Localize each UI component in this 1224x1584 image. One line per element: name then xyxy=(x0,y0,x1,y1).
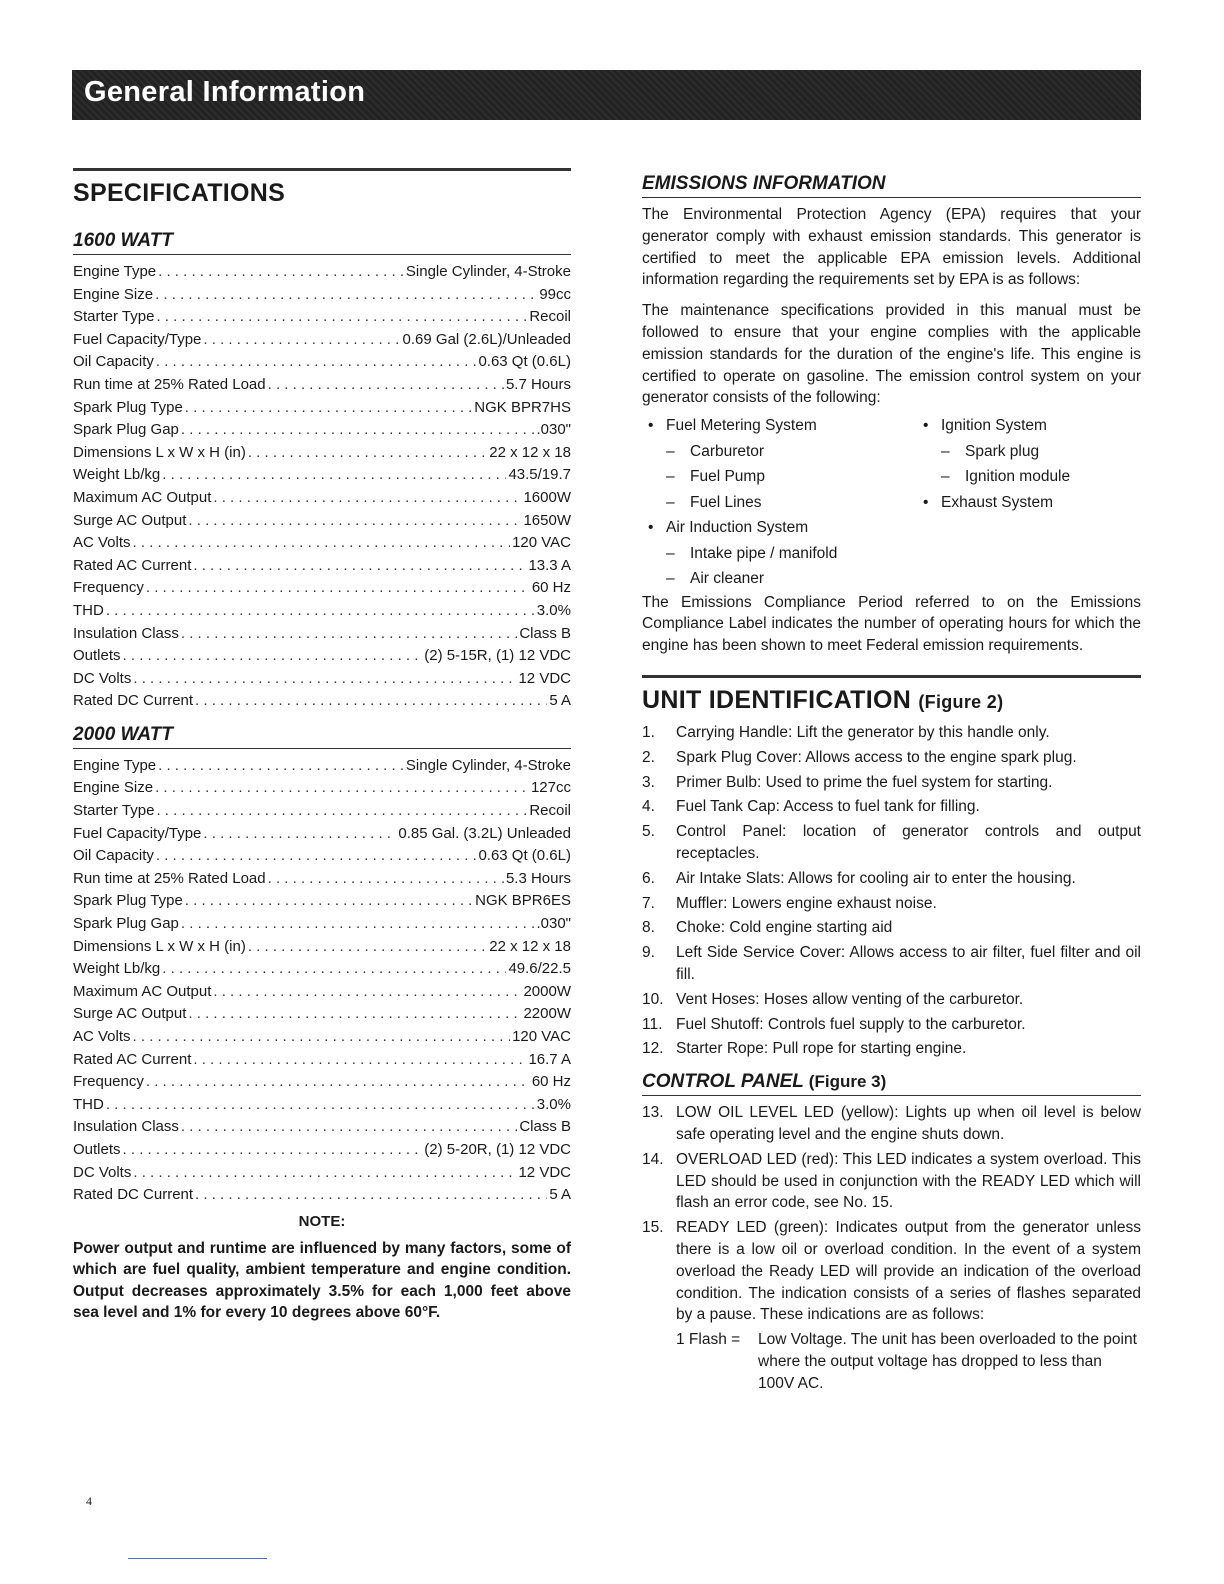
spec-row xyxy=(73,1116,571,1139)
spec-label: Fuel Capacity/Type xyxy=(73,330,202,348)
leader-dots xyxy=(162,958,506,981)
unit-identification-figure-ref: (Figure 2) xyxy=(918,692,1004,713)
spec-row xyxy=(73,600,571,623)
spec-label: Maximum AC Output xyxy=(73,488,212,506)
leader-dots xyxy=(203,823,396,846)
spec-label: Oil Capacity xyxy=(73,353,154,371)
spec-row xyxy=(73,936,571,959)
spec-value: .030" xyxy=(536,915,571,933)
unit-identification-title xyxy=(642,684,1141,718)
info-column xyxy=(642,168,1141,1395)
item-text: Left Side Service Cover: Allows access to air filter, fuel filter and oil fill. xyxy=(676,944,1141,984)
leader-dots xyxy=(155,284,537,307)
unit-identification-item xyxy=(642,1014,1141,1036)
spec-row xyxy=(73,800,571,823)
spec-value: 60 Hz xyxy=(531,1073,571,1091)
leader-dots xyxy=(185,890,473,913)
leader-dots xyxy=(195,1184,547,1207)
unit-identification-list xyxy=(642,722,1141,1060)
item-number: 2. xyxy=(642,748,655,766)
spec-row xyxy=(73,823,571,846)
leader-dots xyxy=(213,487,521,510)
leader-dots xyxy=(213,981,521,1004)
flash-code-description: Low Voltage. The unit has been overloaded to the point where the output voltage has dropped to less than 100V AC. xyxy=(758,1331,1137,1392)
leader-dots xyxy=(123,1139,423,1162)
spec-label: Run time at 25% Rated Load xyxy=(73,869,266,887)
item-text: Choke: Cold engine starting aid xyxy=(676,919,893,937)
spec-value: 22 x 12 x 18 xyxy=(489,443,571,461)
item-text: LOW OIL LEVEL LED (yellow): Lights up when oil level is below safe operating level and the engine shuts down. xyxy=(676,1104,1141,1144)
spec-label: Outlets xyxy=(73,1140,121,1158)
unit-identification-item xyxy=(642,772,1141,794)
item-number: 8. xyxy=(642,919,655,937)
banner-title: General Information xyxy=(84,76,366,108)
unit-identification-item xyxy=(642,917,1141,939)
spec-value: 3.0% xyxy=(536,601,571,619)
spec-label: Insulation Class xyxy=(73,624,179,642)
spec-value: .030" xyxy=(536,421,571,439)
spec-label: Rated AC Current xyxy=(73,1050,192,1068)
leader-dots xyxy=(158,261,404,284)
item-number: 9. xyxy=(642,944,655,962)
leader-dots xyxy=(193,1049,526,1072)
spec-value: 3.0% xyxy=(536,1095,571,1113)
spec-value: 1650W xyxy=(523,511,571,529)
leader-dots xyxy=(268,868,504,891)
system-subitem: – Spark plug xyxy=(917,439,1070,465)
spec-label: Spark Plug Gap xyxy=(73,421,179,439)
item-number: 7. xyxy=(642,894,655,912)
unit-identification-item xyxy=(642,893,1141,915)
spec-row xyxy=(73,1049,571,1072)
control-panel-figure-ref: (Figure 3) xyxy=(808,1072,887,1092)
item-text: Fuel Tank Cap: Access to fuel tank for filling. xyxy=(676,798,980,816)
spec-label: Engine Type xyxy=(73,263,157,280)
spec-label: Fuel Capacity/Type xyxy=(73,824,202,842)
spec-label: Rated DC Current xyxy=(73,692,194,710)
spec-value: 5 A xyxy=(549,1186,571,1204)
spec-value: 43.5/19.7 xyxy=(508,466,571,484)
spec-value: 60 Hz xyxy=(531,579,571,597)
leader-dots xyxy=(188,510,521,533)
item-text: OVERLOAD LED (red): This LED indicates a system overload. This LED should be used in conjunction with the READY LED which will flash an error code, see No. 15. xyxy=(676,1150,1141,1212)
spec-row xyxy=(73,351,571,374)
unit-identification-item xyxy=(642,942,1141,986)
spec-value: (2) 5-20R, (1) 12 VDC xyxy=(424,1140,571,1158)
spec-value: 13.3 A xyxy=(528,556,571,574)
spec-row xyxy=(73,487,571,510)
spec-value: 0.63 Qt (0.6L) xyxy=(478,847,571,865)
spec-row xyxy=(73,555,571,578)
spec-value: 1600W xyxy=(523,488,571,506)
spec-row xyxy=(73,532,571,555)
unit-identification-item xyxy=(642,989,1141,1011)
emissions-paragraph-1: The Environmental Protection Agency (EPA) requires that your generator comply with exhaust emission standards. This generator is certified to meet the applicable EPA emission levels. Additional information regarding the requirements set by EPA is as follows: xyxy=(642,206,1141,289)
spec-value: NGK BPR6ES xyxy=(475,892,571,910)
leader-dots xyxy=(203,329,400,352)
spec-label: AC Volts xyxy=(73,534,131,552)
leader-dots xyxy=(133,1162,516,1185)
spec-label: Run time at 25% Rated Load xyxy=(73,375,266,393)
leader-dots xyxy=(133,1026,511,1049)
leader-dots xyxy=(155,777,529,800)
spec-label: THD xyxy=(73,601,104,619)
item-text: Primer Bulb: Used to prime the fuel system for starting. xyxy=(676,773,1053,791)
system-subitem: – Carburetor xyxy=(642,439,917,465)
spec-label: Insulation Class xyxy=(73,1118,179,1136)
leader-dots xyxy=(156,351,477,374)
item-number: 10. xyxy=(642,990,664,1008)
spec-label: Surge AC Output xyxy=(73,1005,187,1023)
specifications-column xyxy=(73,168,571,1324)
spec-row xyxy=(73,668,571,691)
spec-row xyxy=(73,329,571,352)
spec-row xyxy=(73,1162,571,1185)
spec-row xyxy=(73,1184,571,1207)
item-number: 4. xyxy=(642,798,655,816)
unit-identification-item xyxy=(642,868,1141,890)
spec-label: Frequency xyxy=(73,1073,144,1091)
spec-value: 120 VAC xyxy=(512,1028,571,1045)
spec-label: Oil Capacity xyxy=(73,847,154,865)
spec-row xyxy=(73,442,571,465)
emission-systems-right xyxy=(917,413,1070,592)
spec-value: Class B xyxy=(519,624,571,642)
spec-value: 12 VDC xyxy=(518,669,571,687)
spec-value: 22 x 12 x 18 xyxy=(489,937,571,955)
item-text: Spark Plug Cover: Allows access to the engine spark plug. xyxy=(676,748,1077,766)
unit-identification-item xyxy=(642,1038,1141,1060)
spec-label: Engine Size xyxy=(73,779,154,797)
spec-row xyxy=(73,845,571,868)
leader-dots xyxy=(268,374,504,397)
spec-label: Spark Plug Type xyxy=(73,398,183,416)
leader-dots xyxy=(248,936,487,959)
spec-value: 5.7 Hours xyxy=(505,375,571,393)
spec-value: 127cc xyxy=(530,779,571,797)
spec-value: Class B xyxy=(519,1118,571,1136)
footer-line xyxy=(128,1558,267,1559)
spec-value: NGK BPR7HS xyxy=(474,398,571,416)
spec-row xyxy=(73,397,571,420)
spec-row xyxy=(73,777,571,800)
item-text: Vent Hoses: Hoses allow venting of the carburetor. xyxy=(676,990,1024,1008)
spec-row xyxy=(73,1094,571,1117)
leader-dots xyxy=(106,600,535,623)
system-item: • Ignition System xyxy=(917,413,1070,439)
control-panel-item xyxy=(642,1217,1141,1326)
spec-label: DC Volts xyxy=(73,669,132,687)
spec-label: Rated DC Current xyxy=(73,1186,194,1204)
control-panel-list xyxy=(642,1102,1141,1326)
section-rule xyxy=(642,675,1141,678)
spec-label: Weight Lb/kg xyxy=(73,960,161,978)
system-subitem: – Air cleaner xyxy=(642,566,917,592)
spec-row xyxy=(73,913,571,936)
leader-dots xyxy=(181,913,535,936)
spec-value: 5 A xyxy=(549,692,571,710)
control-panel-label: CONTROL PANEL xyxy=(642,1071,804,1093)
system-subitem: – Fuel Lines xyxy=(642,490,917,516)
spec-value: 2200W xyxy=(523,1005,571,1023)
spec-label: Maximum AC Output xyxy=(73,982,212,1000)
emission-systems-left xyxy=(642,413,917,592)
item-number: 14. xyxy=(642,1150,664,1168)
leader-dots xyxy=(156,845,477,868)
spec-label: DC Volts xyxy=(73,1163,132,1181)
leader-dots xyxy=(181,1116,517,1139)
spec-row xyxy=(73,755,571,778)
model-2000-heading: 2000 WATT xyxy=(73,723,571,749)
spec-row xyxy=(73,890,571,913)
control-panel-heading xyxy=(642,1070,1141,1096)
leader-dots xyxy=(188,1003,521,1026)
system-item: • Fuel Metering System xyxy=(642,413,917,439)
spec-value: 99cc xyxy=(539,285,571,303)
spec-row xyxy=(73,1071,571,1094)
system-item: • Air Induction System xyxy=(642,515,917,541)
spec-label: Surge AC Output xyxy=(73,511,187,529)
item-text: Air Intake Slats: Allows for cooling air to enter the housing. xyxy=(676,869,1076,887)
spec-row xyxy=(73,510,571,533)
spec-label: Outlets xyxy=(73,647,121,665)
spec-label: Dimensions L x W x H (in) xyxy=(73,443,246,461)
leader-dots xyxy=(123,645,423,668)
item-number: 11. xyxy=(642,1015,663,1033)
emissions-paragraph-3: The Emissions Compliance Period referred to on the Emissions Compliance Label indicates the number of operating hours for which the engine has been shown to meet Federal emission requirements. xyxy=(642,593,1141,655)
spec-row xyxy=(73,623,571,646)
page-number: 4 xyxy=(86,1494,92,1508)
item-number: 6. xyxy=(642,869,655,887)
item-text: Muffler: Lowers engine exhaust noise. xyxy=(676,894,937,912)
spec-value: 5.3 Hours xyxy=(505,869,571,887)
system-subitem: – Ignition module xyxy=(917,464,1070,490)
spec-label: AC Volts xyxy=(73,1028,131,1045)
spec-list-2000 xyxy=(73,755,571,1207)
spec-row xyxy=(73,284,571,307)
spec-row xyxy=(73,261,571,284)
spec-label: Rated AC Current xyxy=(73,556,192,574)
leader-dots xyxy=(181,623,517,646)
spec-value: Single Cylinder, 4-Stroke xyxy=(405,756,571,774)
spec-row xyxy=(73,868,571,891)
item-number: 13. xyxy=(642,1104,664,1122)
spec-row xyxy=(73,306,571,329)
spec-row xyxy=(73,1026,571,1049)
leader-dots xyxy=(146,1071,530,1094)
spec-row xyxy=(73,1139,571,1162)
spec-row xyxy=(73,374,571,397)
spec-label: Dimensions L x W x H (in) xyxy=(73,937,246,955)
spec-value: 0.85 Gal. (3.2L) Unleaded xyxy=(398,824,571,842)
spec-label: Frequency xyxy=(73,579,144,597)
section-rule xyxy=(73,168,571,171)
control-panel-item xyxy=(642,1149,1141,1214)
spec-value: 49.6/22.5 xyxy=(508,960,571,978)
unit-identification-item xyxy=(642,747,1141,769)
leader-dots xyxy=(133,668,516,691)
flash-code-key: 1 Flash = xyxy=(676,1331,741,1349)
spec-label: Spark Plug Type xyxy=(73,892,183,910)
spec-row xyxy=(73,645,571,668)
spec-label: THD xyxy=(73,1095,104,1113)
unit-identification-item xyxy=(642,796,1141,818)
spec-row xyxy=(73,690,571,713)
leader-dots xyxy=(146,577,530,600)
spec-value: Recoil xyxy=(529,308,571,326)
emission-systems xyxy=(642,413,1141,592)
specifications-title: SPECIFICATIONS xyxy=(73,179,286,207)
item-number: 5. xyxy=(642,823,655,841)
spec-value: 12 VDC xyxy=(518,1163,571,1181)
spec-value: 2000W xyxy=(523,982,571,1000)
spec-value: 0.69 Gal (2.6L)/Unleaded xyxy=(402,330,571,348)
note-title: NOTE: xyxy=(298,1212,346,1230)
spec-label: Spark Plug Gap xyxy=(73,915,179,933)
spec-label: Weight Lb/kg xyxy=(73,466,161,484)
system-item: • Exhaust System xyxy=(917,490,1070,516)
spec-label: Starter Type xyxy=(73,308,155,326)
control-panel-item xyxy=(642,1102,1141,1146)
leader-dots xyxy=(185,397,473,420)
system-subitem: – Intake pipe / manifold xyxy=(642,541,917,567)
model-1600-heading: 1600 WATT xyxy=(73,229,571,255)
leader-dots xyxy=(158,755,404,778)
spec-value: 120 VAC xyxy=(512,534,571,552)
spec-value: Recoil xyxy=(529,802,571,820)
item-text: Starter Rope: Pull rope for starting engine. xyxy=(676,1040,967,1058)
leader-dots xyxy=(248,442,487,465)
leader-dots xyxy=(106,1094,535,1117)
item-number: 15. xyxy=(642,1219,664,1237)
leader-dots xyxy=(156,800,527,823)
spec-row xyxy=(73,464,571,487)
leader-dots xyxy=(156,306,527,329)
system-subitem: – Fuel Pump xyxy=(642,464,917,490)
leader-dots xyxy=(181,419,535,442)
item-text: READY LED (green): Indicates output from the generator unless there is a low oil or overload condition. In the event of a system overload the Ready LED will provide an indication of the overload condition. The indication consists of a series of flashes separated by a pause. These indications are as follows: xyxy=(676,1219,1141,1324)
emissions-heading: EMISSIONS INFORMATION xyxy=(642,172,1141,198)
spec-list-1600 xyxy=(73,261,571,713)
leader-dots xyxy=(162,464,506,487)
item-number: 12. xyxy=(642,1040,664,1058)
item-text: Carrying Handle: Lift the generator by this handle only. xyxy=(676,724,1050,742)
item-number: 1. xyxy=(642,724,655,742)
unit-identification-item xyxy=(642,821,1141,865)
flash-code-row xyxy=(676,1329,1141,1394)
spec-label: Starter Type xyxy=(73,802,155,820)
spec-value: (2) 5-15R, (1) 12 VDC xyxy=(424,647,571,665)
spec-row xyxy=(73,958,571,981)
leader-dots xyxy=(195,690,547,713)
spec-row xyxy=(73,577,571,600)
unit-identification-label: UNIT IDENTIFICATION xyxy=(642,686,912,715)
leader-dots xyxy=(133,532,511,555)
spec-label: Engine Type xyxy=(73,756,157,774)
unit-identification-item xyxy=(642,722,1141,744)
spec-row xyxy=(73,981,571,1004)
spec-value: 16.7 A xyxy=(528,1050,571,1068)
item-text: Fuel Shutoff: Controls fuel supply to the carburetor. xyxy=(676,1015,1026,1033)
emissions-paragraph-2: The maintenance specifications provided in this manual must be followed to ensure that your engine complies with the applicable emission standards for the duration of the engine's life. This engine is certified to operate on gasoline. The emission control system on your generator consists of the following: xyxy=(642,302,1141,407)
item-number: 3. xyxy=(642,773,655,791)
spec-row xyxy=(73,1003,571,1026)
leader-dots xyxy=(193,555,526,578)
item-text: Control Panel: location of generator controls and output receptacles. xyxy=(676,823,1141,863)
spec-value: 0.63 Qt (0.6L) xyxy=(478,353,571,371)
spec-row xyxy=(73,419,571,442)
note-text: Power output and runtime are influenced by many factors, some of which are fuel quality, ambient temperature and engine condition. Output decreases approximately 3.5% for each 1,000 feet above sea level and 1% for every 10 degrees above 60°F. xyxy=(73,1239,571,1322)
section-banner xyxy=(72,70,1141,120)
spec-value: Single Cylinder, 4-Stroke xyxy=(405,263,571,280)
spec-label: Engine Size xyxy=(73,285,154,303)
